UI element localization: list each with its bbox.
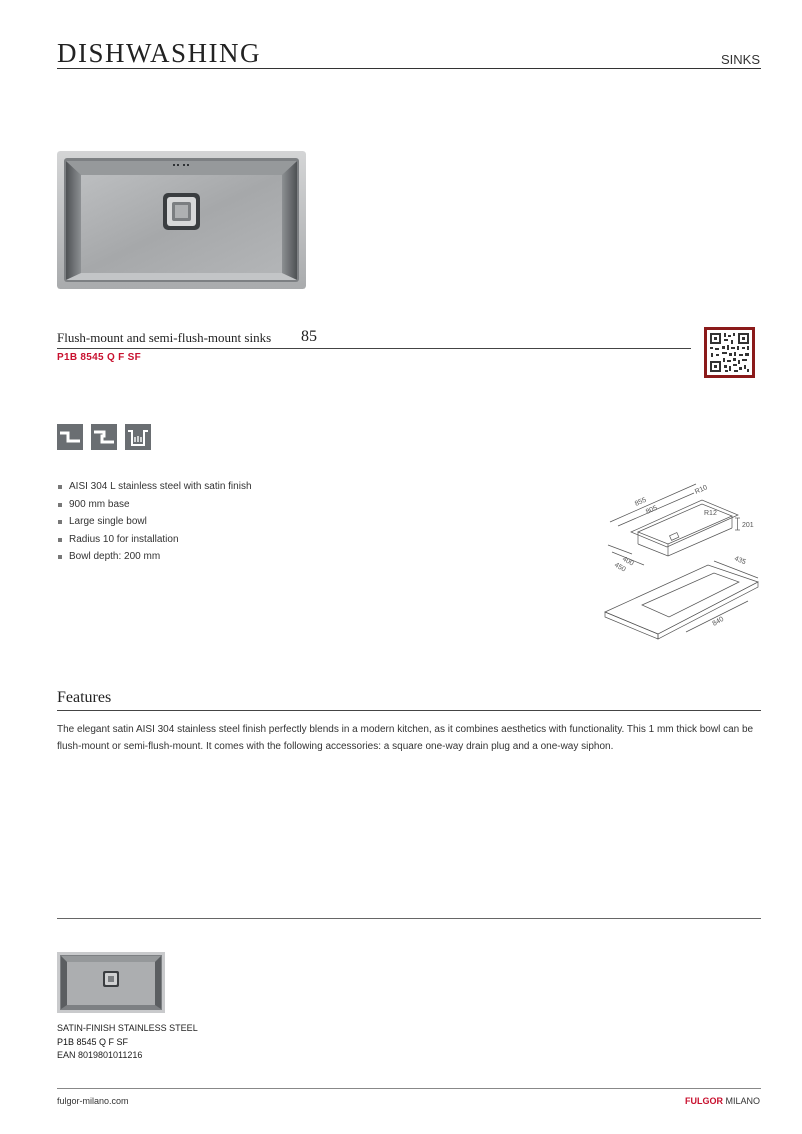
dim-435: 435 xyxy=(733,555,747,567)
variant-finish: SATIN-FINISH STAINLESS STEEL xyxy=(57,1023,198,1033)
dim-855: 855 xyxy=(633,496,648,508)
section-label: SINKS xyxy=(720,52,760,67)
list-item: Radius 10 for installation xyxy=(57,531,252,549)
dim-400: 400 xyxy=(621,555,635,568)
footer-brand xyxy=(685,1096,760,1106)
footer-divider xyxy=(57,1088,761,1089)
page-title: DISHWASHING xyxy=(57,38,261,68)
product-size: 85 xyxy=(301,328,317,345)
variant-divider xyxy=(57,918,761,919)
undermount-icon xyxy=(125,424,151,450)
brand-bold: FULGOR xyxy=(684,1096,723,1106)
mount-type-icons xyxy=(57,424,155,450)
dim-840: 840 xyxy=(711,615,726,628)
sink-thumbnail xyxy=(57,952,165,1013)
list-item: 900 mm base xyxy=(57,496,252,514)
features-heading: Features xyxy=(57,689,112,706)
flush-mount-icon xyxy=(57,424,83,450)
sink-photo xyxy=(57,151,306,289)
dim-201: 201 xyxy=(742,522,754,529)
product-code: P1B 8545 Q F SF xyxy=(57,352,141,363)
qr-code-icon[interactable] xyxy=(704,327,755,378)
list-item: Large single bowl xyxy=(57,513,252,531)
feature-list xyxy=(57,478,252,566)
dim-r10: R10 xyxy=(693,484,709,496)
features-description: The elegant satin AISI 304 stainless steel finish perfectly blends in a modern kitchen, as it combines aesthetics with functionality. This 1 mm thick bowl can be flush-mount or semi-flush-mount. It comes with the following accessories: a square one-way drain plug and a one-way siphon. xyxy=(57,724,754,752)
variant-ean: EAN 8019801011216 xyxy=(57,1050,143,1060)
dim-r12: R12 xyxy=(704,510,717,517)
dim-450: 450 xyxy=(613,561,627,574)
semi-flush-mount-icon xyxy=(91,424,117,450)
footer-url[interactable]: fulgor-milano.com xyxy=(57,1096,129,1106)
variant-code: P1B 8545 Q F SF xyxy=(57,1037,129,1047)
header-divider xyxy=(57,68,761,69)
product-category: Flush-mount and semi-flush-mount sinks xyxy=(57,330,272,345)
list-item: Bowl depth: 200 mm xyxy=(57,548,252,566)
brand-rest: MILANO xyxy=(725,1096,760,1106)
features-divider xyxy=(57,710,761,711)
product-divider xyxy=(57,348,691,349)
technical-drawing xyxy=(598,478,762,644)
dim-805: 805 xyxy=(644,504,659,516)
list-item: AISI 304 L stainless steel with satin finish xyxy=(57,478,252,496)
